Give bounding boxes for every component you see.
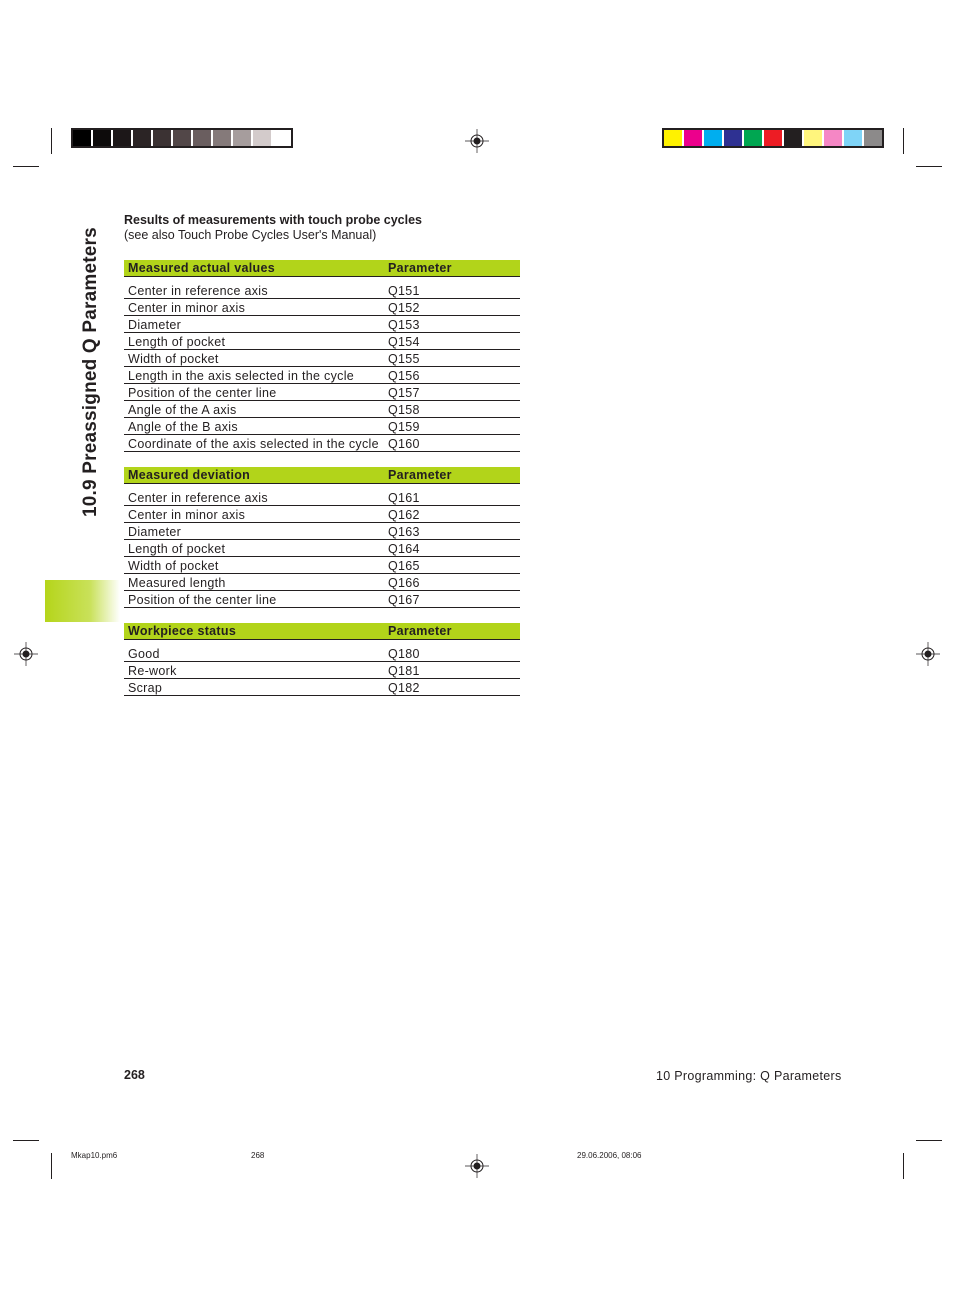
parameter-cell: Q166: [388, 576, 420, 590]
crop-mark: [13, 166, 39, 167]
description-cell: Position of the center line: [128, 593, 277, 607]
table-row: [124, 384, 520, 401]
parameter-cell: Q182: [388, 681, 420, 695]
table-header: [124, 260, 520, 277]
parameter-table: [124, 623, 520, 696]
table-row: [124, 333, 520, 350]
slug-datetime: 29.06.2006, 08:06: [577, 1151, 642, 1160]
color-swatch: [113, 130, 131, 146]
registration-mark-icon: [465, 129, 489, 153]
table-row: [124, 574, 520, 591]
description-cell: Length in the axis selected in the cycle: [128, 369, 355, 383]
color-swatch: [804, 130, 822, 146]
crop-mark: [903, 128, 904, 154]
table-header: [124, 467, 520, 484]
color-swatch: [93, 130, 111, 146]
table-row: [124, 506, 520, 523]
table-row: [124, 540, 520, 557]
crop-mark: [51, 128, 52, 154]
parameter-cell: Q167: [388, 593, 420, 607]
description-cell: Length of pocket: [128, 542, 226, 556]
description-cell: Length of pocket: [128, 335, 226, 349]
parameter-cell: Q161: [388, 491, 420, 505]
parameter-cell: Q164: [388, 542, 420, 556]
description-cell: Angle of the B axis: [128, 420, 238, 434]
color-swatch: [764, 130, 782, 146]
running-footer: 10 Programming: Q Parameters: [656, 1069, 842, 1083]
crop-mark: [51, 1153, 52, 1179]
description-cell: Re-work: [128, 664, 177, 678]
registration-mark-icon: [465, 1154, 489, 1178]
parameter-cell: Q152: [388, 301, 420, 315]
table-row: [124, 299, 520, 316]
parameter-cell: Q155: [388, 352, 420, 366]
crop-mark: [916, 1140, 942, 1141]
color-swatch: [844, 130, 862, 146]
chapter-tab-marker: [45, 580, 120, 622]
description-cell: Angle of the A axis: [128, 403, 237, 417]
color-swatch: [704, 130, 722, 146]
parameter-cell: Q165: [388, 559, 420, 573]
table-row: [124, 662, 520, 679]
color-swatch: [824, 130, 842, 146]
color-swatch: [253, 130, 271, 146]
color-swatch: [724, 130, 742, 146]
crop-mark: [903, 1153, 904, 1179]
color-swatch: [233, 130, 251, 146]
description-cell: Diameter: [128, 525, 182, 539]
grayscale-calibration-bar: [71, 128, 293, 148]
description-cell: Center in reference axis: [128, 284, 268, 298]
column-header-parameter: Parameter: [388, 261, 452, 275]
column-header-description: Measured deviation: [128, 468, 251, 482]
table-row: [124, 645, 520, 662]
parameter-cell: Q154: [388, 335, 420, 349]
table-row: [124, 350, 520, 367]
color-swatch: [213, 130, 231, 146]
color-swatch: [784, 130, 802, 146]
parameter-cell: Q158: [388, 403, 420, 417]
parameter-cell: Q181: [388, 664, 420, 678]
table-row: [124, 557, 520, 574]
description-cell: Position of the center line: [128, 386, 277, 400]
parameter-table: [124, 467, 520, 608]
color-calibration-bar: [662, 128, 884, 148]
color-swatch: [73, 130, 91, 146]
column-header-parameter: Parameter: [388, 468, 452, 482]
parameter-cell: Q163: [388, 525, 420, 539]
crop-mark: [13, 1140, 39, 1141]
parameter-cell: Q156: [388, 369, 420, 383]
table-row: [124, 523, 520, 540]
section-heading: Results of measurements with touch probe cycles: [124, 213, 422, 227]
table-row: [124, 591, 520, 608]
color-swatch: [684, 130, 702, 146]
description-cell: Center in minor axis: [128, 301, 246, 315]
description-cell: Measured length: [128, 576, 226, 590]
description-cell: Center in reference axis: [128, 491, 268, 505]
color-swatch: [173, 130, 191, 146]
parameter-cell: Q151: [388, 284, 420, 298]
color-swatch: [664, 130, 682, 146]
parameter-cell: Q153: [388, 318, 420, 332]
color-swatch: [864, 130, 882, 146]
chapter-section-title: 10.9 Preassigned Q Parameters: [80, 227, 101, 517]
column-header-description: Measured actual values: [128, 261, 275, 275]
crop-mark: [916, 166, 942, 167]
color-swatch: [193, 130, 211, 146]
slug-page: 268: [251, 1151, 265, 1160]
description-cell: Good: [128, 647, 160, 661]
parameter-cell: Q160: [388, 437, 420, 451]
description-cell: Diameter: [128, 318, 182, 332]
color-swatch: [273, 130, 291, 146]
description-cell: Center in minor axis: [128, 508, 246, 522]
table-row: [124, 401, 520, 418]
table-row: [124, 489, 520, 506]
page-number: 268: [124, 1068, 145, 1082]
color-swatch: [744, 130, 762, 146]
parameter-cell: Q157: [388, 386, 420, 400]
registration-mark-icon: [916, 642, 940, 666]
slug-filename: Mkap10.pm6: [71, 1151, 118, 1160]
color-swatch: [153, 130, 171, 146]
parameter-table: [124, 260, 520, 452]
table-row: [124, 418, 520, 435]
column-header-parameter: Parameter: [388, 624, 452, 638]
column-header-description: Workpiece status: [128, 624, 237, 638]
registration-mark-icon: [14, 642, 38, 666]
table-row: [124, 435, 520, 452]
parameter-cell: Q162: [388, 508, 420, 522]
table-header: [124, 623, 520, 640]
parameter-cell: Q180: [388, 647, 420, 661]
description-cell: Coordinate of the axis selected in the cycle: [128, 437, 379, 451]
description-cell: Scrap: [128, 681, 163, 695]
description-cell: Width of pocket: [128, 559, 219, 573]
table-row: [124, 282, 520, 299]
parameter-cell: Q159: [388, 420, 420, 434]
table-row: [124, 367, 520, 384]
table-row: [124, 316, 520, 333]
section-subheading: (see also Touch Probe Cycles User's Manual): [124, 228, 377, 242]
table-row: [124, 679, 520, 696]
color-swatch: [133, 130, 151, 146]
description-cell: Width of pocket: [128, 352, 219, 366]
